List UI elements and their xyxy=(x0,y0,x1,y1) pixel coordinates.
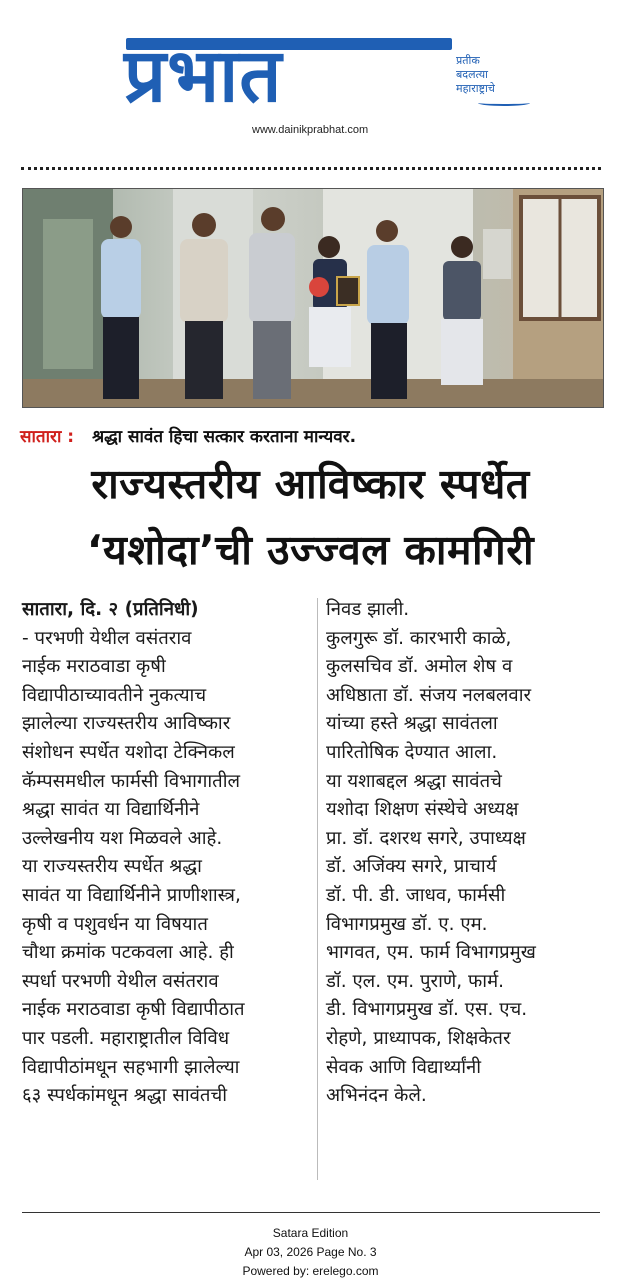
article-line: कुलगुरू डॉ. कारभारी काळे, xyxy=(326,627,512,649)
article-line: यांच्या हस्ते श्रद्धा सावंतला xyxy=(326,713,498,735)
article-line: निवड झाली. xyxy=(326,599,410,620)
newspaper-logo: प्रभात xyxy=(124,33,283,119)
article-line: विद्यापीठांमधून सहभागी झालेल्या xyxy=(22,1056,240,1078)
dotted-divider xyxy=(21,167,601,170)
article-line: नाईक मराठवाडा कृषी विद्यापीठात xyxy=(22,999,245,1021)
article-line: कुलसचिव डॉ. अमोल शेष व xyxy=(326,656,513,678)
article-line: यशोदा शिक्षण संस्थेचे अध्यक्ष xyxy=(326,799,519,821)
article-line: प्रा. डॉ. दशरथ सगरे, उपाध्यक्ष xyxy=(326,827,526,849)
article-line: कॅम्पसमधील फार्मसी विभागातील xyxy=(22,770,241,792)
person-2 xyxy=(180,213,228,399)
edition-label: Satara Edition xyxy=(272,1226,349,1240)
photo-illustration xyxy=(23,189,604,408)
website-url: www.dainikprabhat.com xyxy=(252,124,369,136)
photo-caption xyxy=(20,424,356,447)
article-line: कृषी व पशुवर्धन या विषयात xyxy=(22,913,208,935)
masthead-tagline xyxy=(456,54,536,96)
article-line: नाईक मराठवाडा कृषी xyxy=(22,656,166,678)
date-page-label: Apr 03, 2026 Page No. 3 xyxy=(244,1245,377,1259)
article-line: सातारा, दि. २ (प्रतिनिधी) xyxy=(22,599,199,620)
caption-text: श्रद्धा सावंत हिचा सत्कार करताना मान्यवर. xyxy=(92,427,357,447)
article-line: ६३ स्पर्धकांमधून श्रद्धा सावंतची xyxy=(22,1085,228,1107)
column-divider xyxy=(317,598,318,1180)
article-line: श्रद्धा सावंत या विद्यार्थिनीने xyxy=(22,799,200,821)
person-1 xyxy=(101,216,141,399)
article-line: डॉ. अजिंक्य सगरे, प्राचार्य xyxy=(326,856,497,878)
person-5 xyxy=(367,220,409,399)
article-line: विभागप्रमुख डॉ. ए. एम. xyxy=(326,913,488,935)
tagline-swoosh xyxy=(478,100,530,106)
article-line: चौथा क्रमांक पटकवला आहे. ही xyxy=(22,942,234,964)
footer-rule xyxy=(22,1212,600,1213)
article-line: या राज्यस्तरीय स्पर्धेत श्रद्धा xyxy=(22,856,202,878)
article-line: संशोधन स्पर्धेत यशोदा टेक्निकल xyxy=(22,741,235,763)
article-line: झालेल्या राज्यस्तरीय आविष्कार xyxy=(22,713,231,735)
masthead xyxy=(120,30,520,140)
article-line: अधिष्ठाता डॉ. संजय नलबलवार xyxy=(326,684,532,706)
article-line: विद्यापीठाच्यावतीने नुकत्याच xyxy=(22,684,207,706)
person-3 xyxy=(249,207,295,399)
article-line: सावंत या विद्यार्थिनीने प्राणीशास्त्र, xyxy=(22,884,241,906)
caption-location: सातारा : xyxy=(20,427,75,447)
article-line: - परभणी येथील वसंतराव xyxy=(22,627,192,649)
news-photo xyxy=(22,188,604,408)
article-line: या यशाबद्दल श्रद्धा सावंतचे xyxy=(326,770,502,792)
tagline-line-2: बदलत्या xyxy=(456,68,488,81)
article-column-right xyxy=(326,596,606,1111)
powered-by-label: Powered by: erelego.com xyxy=(242,1264,379,1278)
article-line: डॉ. पी. डी. जाधव, फार्मसी xyxy=(326,884,506,906)
headline-line-2: ‘यशोदा’ची उज्ज्वल कामगिरी xyxy=(86,526,535,574)
article-line: सेवक आणि विद्यार्थ्यांनी xyxy=(326,1056,482,1078)
article-line: स्पर्धा परभणी येथील वसंतराव xyxy=(22,970,219,992)
article-line: उल्लेखनीय यश मिळवले आहे. xyxy=(22,827,223,849)
article-line: रोहणे, प्राध्यापक, शिक्षकेतर xyxy=(326,1027,511,1049)
headline-line-1: राज्यस्तरीय आविष्कार स्पर्धेत xyxy=(91,460,530,508)
article-line: भागवत, एम. फार्म विभागप्रमुख xyxy=(326,942,536,964)
tagline-line-3: महाराष्ट्राचे xyxy=(456,82,495,95)
article-line: डॉ. एल. एम. पुराणे, फार्म. xyxy=(326,970,505,992)
article-line: पार पडली. महाराष्ट्रातील विविध xyxy=(22,1027,230,1049)
article-line: अभिनंदन केले. xyxy=(326,1085,427,1107)
article-line: डी. विभागप्रमुख डॉ. एस. एच. xyxy=(326,999,528,1021)
article-column-left xyxy=(22,596,312,1111)
article-line: पारितोषिक देण्यात आला. xyxy=(326,741,498,763)
tagline-line-1: प्रतीक xyxy=(456,54,480,67)
